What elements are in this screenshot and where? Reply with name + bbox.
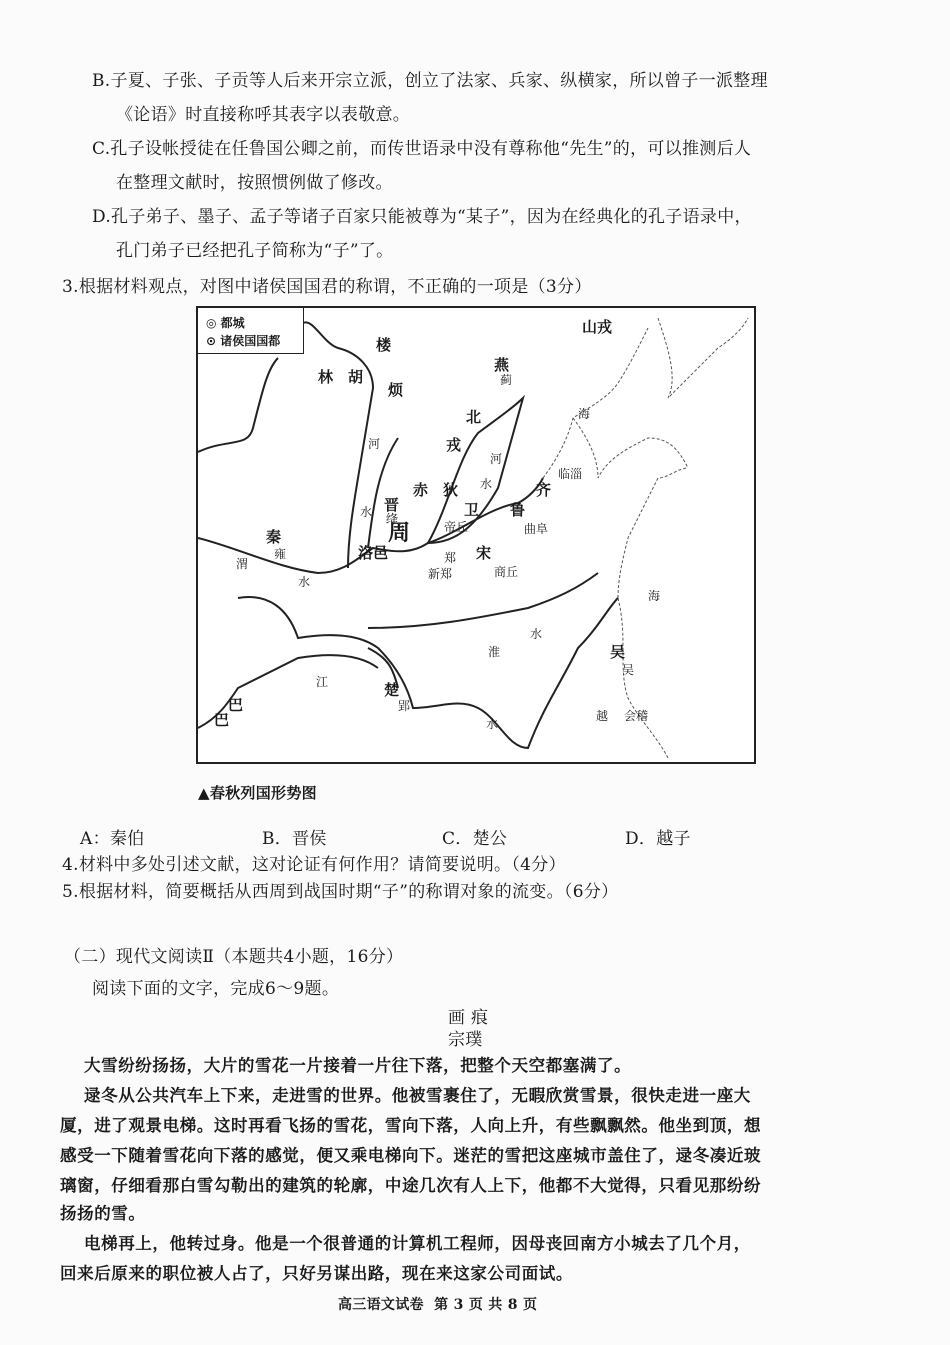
- map-label: 临淄: [558, 467, 583, 481]
- map-label: 狄: [443, 481, 459, 499]
- legend-state-capital-label: 诸侯国国都: [220, 334, 281, 348]
- map-label: 新郑: [428, 567, 453, 581]
- river-label: 水: [298, 575, 311, 589]
- q3-option-c: C．楚公: [442, 829, 508, 849]
- river-label: 水: [360, 505, 373, 519]
- option-c-line2: 在整理文献时，按照惯例做了修改。: [116, 173, 393, 193]
- river-label: 水: [530, 627, 543, 641]
- map-label: 燕: [494, 356, 510, 374]
- legend-capital: ◎ 都城: [206, 316, 245, 330]
- map-label: 郑: [444, 551, 457, 565]
- paragraph-line: 感受一下随着雪花向下落的感觉，便又乘电梯向下。迷茫的雪把这座城市盖住了，逯冬凑近玻: [60, 1146, 762, 1165]
- option-d-line1: D.孔子弟子、墨子、孟子等诸子百家只能被尊为“某子”，因为在经典化的孔子语录中，: [92, 207, 752, 227]
- option-b-line1: B.子夏、子张、子贡等人后来开宗立派，创立了法家、兵家、纵横家，所以曾子一派整理: [92, 71, 768, 91]
- section-instruction: 阅读下面的文字，完成6～9题。: [92, 979, 340, 999]
- map-label: 海: [648, 589, 661, 603]
- map-label: 赤: [413, 481, 429, 499]
- map-label: 胡: [348, 368, 364, 386]
- map-legend: [198, 308, 304, 354]
- paragraph-line: 逯冬从公共汽车上下来，走进雪的世界。他被雪裹住了，无暇欣赏雪景，很快走进一座大: [84, 1086, 751, 1105]
- river-label: 淮: [488, 645, 501, 659]
- article-title: 画 痕: [448, 1008, 489, 1028]
- map-label: 楼: [376, 336, 392, 354]
- map-label: 会稽: [624, 709, 649, 723]
- map-label: 绛: [386, 512, 399, 526]
- map-label: 晋: [384, 496, 400, 514]
- spring-autumn-map: [196, 306, 756, 764]
- map-label: 海: [578, 407, 591, 421]
- map-label: 吴: [622, 663, 635, 677]
- map-label: 洛邑: [358, 544, 389, 562]
- section-heading: （二）现代文阅读Ⅱ（本题共4小题，16分）: [64, 947, 404, 967]
- option-c-line1: C.孔子设帐授徒在任鲁国公卿之前，而传世语录中没有尊称他“先生”的，可以推测后人: [92, 139, 752, 159]
- article-author: 宗璞: [448, 1030, 483, 1050]
- map-label: 戎: [446, 436, 462, 454]
- map-label: 楚: [384, 681, 400, 699]
- map-label: 帝丘: [444, 520, 469, 534]
- map-label: 郢: [398, 699, 411, 713]
- map-label: 商丘: [494, 565, 519, 579]
- map-caption: ▲春秋列国形势图: [198, 784, 317, 802]
- q3-option-d: D．越子: [625, 829, 691, 849]
- question-3-stem: 3.根据材料观点，对图中诸侯国国君的称谓，不正确的一项是（3分）: [62, 277, 592, 297]
- map-label: 秦: [266, 528, 282, 546]
- river-label: 河: [368, 437, 381, 451]
- paragraph-line: 璃窗，仔细看那白雪勾勒出的建筑的轮廓，中途几次有人上下，他都不大觉得，只看见那纷纷: [60, 1176, 762, 1195]
- map-label: 林: [318, 368, 334, 386]
- paragraph-line: 大雪纷纷扬扬，大片的雪花一片接着一片往下落，把整个天空都塞满了。: [84, 1056, 632, 1075]
- page-footer: 高三语文试卷 第 3 页 共 8 页: [338, 1297, 538, 1313]
- river-label: 水: [486, 717, 499, 731]
- map-label: 蓟: [500, 373, 513, 387]
- q3-option-b: B．晋侯: [262, 829, 327, 849]
- q3-option-a: A：秦伯: [80, 829, 145, 849]
- map-label: 宋: [476, 544, 492, 562]
- option-b-line2: 《论语》时直接称呼其表字以表敬意。: [116, 105, 411, 125]
- map-label: 烦: [388, 381, 404, 399]
- map-label: 北: [466, 408, 482, 426]
- map-label: 巴: [214, 711, 230, 729]
- map-label: 越: [596, 709, 609, 723]
- river-label: 河: [490, 452, 503, 466]
- map-label: 雍: [274, 547, 287, 561]
- paragraph-line: 扬扬的雪。: [60, 1204, 146, 1223]
- map-label: 鲁: [510, 501, 526, 519]
- map-lines: [198, 308, 754, 762]
- map-label: 周: [388, 521, 411, 546]
- river-label: 水: [480, 477, 493, 491]
- river-label: 江: [316, 675, 329, 689]
- map-label: 卫: [464, 501, 480, 519]
- map-label: 山戎: [582, 318, 613, 336]
- map-label: 巴: [228, 696, 244, 714]
- question-4: 4.材料中多处引述文献，这对论证有何作用？请简要说明。（4分）: [62, 855, 566, 875]
- river-label: 渭: [236, 557, 249, 571]
- option-d-line2: 孔门弟子已经把孔子简称为“子”了。: [116, 241, 394, 261]
- question-5: 5.根据材料，简要概括从西周到战国时期“子”的称谓对象的流变。（6分）: [62, 882, 619, 902]
- legend-state-capital: ⊙ 诸侯国国都: [206, 334, 281, 348]
- paragraph-line: 回来后原来的职位被人占了，只好另谋出路，现在来这家公司面试。: [60, 1264, 573, 1283]
- map-label: 齐: [536, 481, 552, 499]
- legend-capital-label: 都城: [220, 316, 245, 330]
- paragraph-line: 电梯再上，他转过身。他是一个很普通的计算机工程师，因母丧回南方小城去了几个月，: [84, 1234, 751, 1253]
- map-label: 吴: [610, 643, 626, 661]
- map-label: 曲阜: [524, 522, 549, 536]
- paragraph-line: 厦，进了观景电梯。这时再看飞扬的雪花，雪向下落，人向上升，有些飘飘然。他坐到顶，想: [60, 1116, 762, 1135]
